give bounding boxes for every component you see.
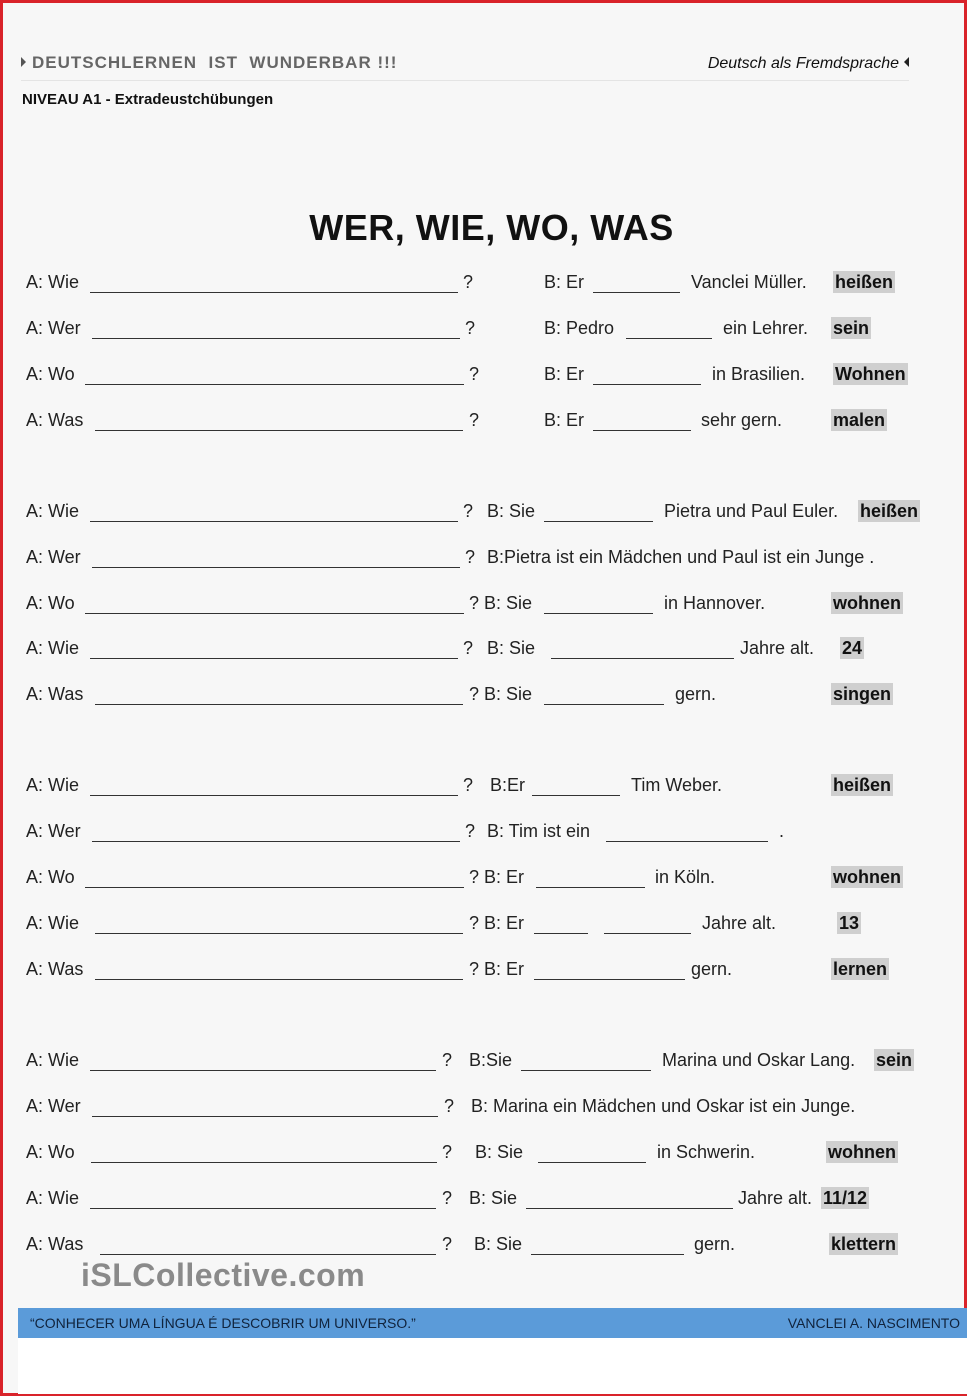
answer-suffix: in Köln. xyxy=(655,867,716,887)
verb-blank[interactable] xyxy=(593,292,680,293)
verb-hint: heißen xyxy=(833,775,892,795)
question-mark: ? xyxy=(463,272,474,292)
verb-blank[interactable] xyxy=(551,658,734,659)
noun-blank[interactable] xyxy=(606,841,768,842)
answer-blank[interactable] xyxy=(85,613,464,614)
answer-text: B:Pietra ist ein Mädchen und Paul ist ein Junge . xyxy=(487,547,875,567)
answer-blank[interactable] xyxy=(95,933,463,934)
question-prefix: A: Wo xyxy=(26,1142,75,1162)
verb-hint: klettern xyxy=(831,1234,897,1254)
answer-suffix: gern. xyxy=(694,1234,736,1254)
question-mark: ? xyxy=(465,547,476,567)
answer-blank[interactable] xyxy=(92,338,460,339)
answer-prefix: B: Pedro xyxy=(544,318,615,338)
verb-hint: singen xyxy=(833,684,892,704)
answer-prefix: B: Er xyxy=(544,272,585,292)
verb-blank[interactable] xyxy=(538,1162,646,1163)
header-divider xyxy=(21,80,909,81)
answer-blank[interactable] xyxy=(95,430,463,431)
question-prefix: A: Was xyxy=(26,959,84,979)
question-mark: ? xyxy=(442,1050,453,1070)
question-mark: ? B: Er xyxy=(469,913,525,933)
answer-blank[interactable] xyxy=(100,1254,436,1255)
question-mark: ? xyxy=(442,1142,453,1162)
verb-blank[interactable] xyxy=(534,979,685,980)
verb-hint: Wohnen xyxy=(835,364,906,384)
answer-blank[interactable] xyxy=(90,1070,436,1071)
question-mark: ? xyxy=(463,775,474,795)
question-mark: ? B: Sie xyxy=(469,593,533,613)
verb-blank[interactable] xyxy=(521,1070,651,1071)
footer-bar xyxy=(18,1308,967,1338)
answer-suffix: in Schwerin. xyxy=(657,1142,756,1162)
verb-blank[interactable] xyxy=(534,933,588,934)
number-blank[interactable] xyxy=(604,933,691,934)
answer-blank[interactable] xyxy=(85,887,464,888)
question-mark: ? xyxy=(469,364,480,384)
verb-blank[interactable] xyxy=(593,384,701,385)
answer-suffix: Marina und Oskar Lang. xyxy=(662,1050,856,1070)
answer-suffix: Jahre alt. xyxy=(738,1188,813,1208)
verb-hint: lernen xyxy=(833,959,888,979)
answer-prefix: B: Sie xyxy=(474,1234,523,1254)
answer-prefix: B:Er xyxy=(490,775,526,795)
question-mark: ? B: Er xyxy=(469,867,525,887)
question-prefix: A: Wie xyxy=(26,775,80,795)
verb-hint: sein xyxy=(833,318,870,338)
verb-hint: 13 xyxy=(839,913,860,933)
answer-suffix: sehr gern. xyxy=(701,410,783,430)
answer-suffix: ein Lehrer. xyxy=(723,318,809,338)
answer-blank[interactable] xyxy=(85,384,464,385)
page-title: WER, WIE, WO, WAS xyxy=(309,207,674,248)
question-prefix: A: Wo xyxy=(26,593,75,613)
answer-prefix: B: Sie xyxy=(487,501,536,521)
answer-suffix: . xyxy=(779,821,785,841)
verb-hint: malen xyxy=(833,410,886,430)
question-mark: ? xyxy=(469,410,480,430)
question-prefix: A: Wie xyxy=(26,501,80,521)
question-prefix: A: Wie xyxy=(26,272,80,292)
answer-blank[interactable] xyxy=(95,704,463,705)
verb-hint: sein xyxy=(876,1050,913,1070)
footer-author: VANCLEI A. NASCIMENTO xyxy=(787,1315,960,1331)
answer-suffix: gern. xyxy=(691,959,733,979)
question-prefix: A: Was xyxy=(26,1234,84,1254)
answer-prefix: B: Tim ist ein xyxy=(487,821,591,841)
verb-blank[interactable] xyxy=(544,521,653,522)
answer-blank[interactable] xyxy=(91,1162,437,1163)
answer-prefix: B: Er xyxy=(544,410,585,430)
answer-prefix: B: Sie xyxy=(469,1188,518,1208)
answer-suffix: Vanclei Müller. xyxy=(691,272,807,292)
question-prefix: A: Wie xyxy=(26,913,80,933)
answer-blank[interactable] xyxy=(90,1208,436,1209)
answer-blank[interactable] xyxy=(90,292,458,293)
answer-blank[interactable] xyxy=(92,1116,438,1117)
verb-hint: 11/12 xyxy=(823,1188,868,1208)
answer-prefix: B: Er xyxy=(544,364,585,384)
question-prefix: A: Wer xyxy=(26,318,81,338)
question-mark: ? xyxy=(463,501,474,521)
question-mark: ? B: Er xyxy=(469,959,525,979)
header-left-title xyxy=(21,53,397,73)
answer-blank[interactable] xyxy=(92,567,460,568)
triangle-right-icon xyxy=(21,57,26,67)
verb-hint: wohnen xyxy=(833,867,901,887)
verb-blank[interactable] xyxy=(544,704,664,705)
question-mark: ? xyxy=(463,638,474,658)
verb-blank[interactable] xyxy=(536,887,645,888)
verb-blank[interactable] xyxy=(626,338,712,339)
question-prefix: A: Wo xyxy=(26,364,75,384)
answer-suffix: in Brasilien. xyxy=(712,364,806,384)
answer-prefix: B: Sie xyxy=(475,1142,524,1162)
question-prefix: A: Wie xyxy=(26,1188,80,1208)
answer-blank[interactable] xyxy=(90,795,458,796)
verb-blank[interactable] xyxy=(593,430,691,431)
verb-hint: 24 xyxy=(842,638,863,658)
header-left-text: DEUTSCHLERNEN IST WUNDERBAR !!! xyxy=(32,53,398,72)
verb-blank[interactable] xyxy=(526,1208,733,1209)
question-prefix: A: Was xyxy=(26,684,84,704)
answer-suffix: Jahre alt. xyxy=(702,913,777,933)
answer-text: B: Marina ein Mädchen und Oskar ist ein Junge. xyxy=(471,1096,856,1116)
answer-blank[interactable] xyxy=(95,979,463,980)
answer-prefix: B:Sie xyxy=(469,1050,513,1070)
question-prefix: A: Was xyxy=(26,410,84,430)
question-mark: ? B: Sie xyxy=(469,684,533,704)
answer-suffix: Jahre alt. xyxy=(740,638,815,658)
header-right-text: Deutsch als Fremdsprache xyxy=(707,55,899,72)
header-right-title xyxy=(708,55,909,73)
verb-hint: wohnen xyxy=(828,1142,896,1162)
islcollective-watermark: iSLCollective.com xyxy=(81,1257,366,1293)
verb-hint: wohnen xyxy=(833,593,901,613)
footer-blank-area xyxy=(18,1338,967,1394)
verb-blank[interactable] xyxy=(531,1254,684,1255)
triangle-left-icon xyxy=(904,57,909,67)
verb-blank[interactable] xyxy=(532,795,620,796)
question-prefix: A: Wo xyxy=(26,867,75,887)
answer-suffix: Pietra und Paul Euler. xyxy=(664,501,839,521)
verb-blank[interactable] xyxy=(544,613,653,614)
answer-blank[interactable] xyxy=(90,658,458,659)
answer-suffix: in Hannover. xyxy=(664,593,766,613)
answer-suffix: gern. xyxy=(675,684,717,704)
question-mark: ? xyxy=(444,1096,455,1116)
question-mark: ? xyxy=(465,318,476,338)
answer-prefix: B: Sie xyxy=(487,638,536,658)
question-mark: ? xyxy=(442,1234,453,1254)
question-prefix: A: Wer xyxy=(26,547,81,567)
footer-quote: “CONHECER UMA LÍNGUA É DESCOBRIR UM UNIVERSO.” xyxy=(30,1315,416,1331)
answer-suffix: Tim Weber. xyxy=(631,775,723,795)
answer-blank[interactable] xyxy=(90,521,458,522)
question-mark: ? xyxy=(465,821,476,841)
answer-blank[interactable] xyxy=(92,841,460,842)
verb-hint: heißen xyxy=(835,272,894,292)
question-prefix: A: Wie xyxy=(26,1050,80,1070)
question-prefix: A: Wer xyxy=(26,1096,81,1116)
question-mark: ? xyxy=(442,1188,453,1208)
question-prefix: A: Wie xyxy=(26,638,80,658)
question-prefix: A: Wer xyxy=(26,821,81,841)
level-label: NIVEAU A1 - Extradeustchübungen xyxy=(22,91,274,108)
verb-hint: heißen xyxy=(860,501,919,521)
